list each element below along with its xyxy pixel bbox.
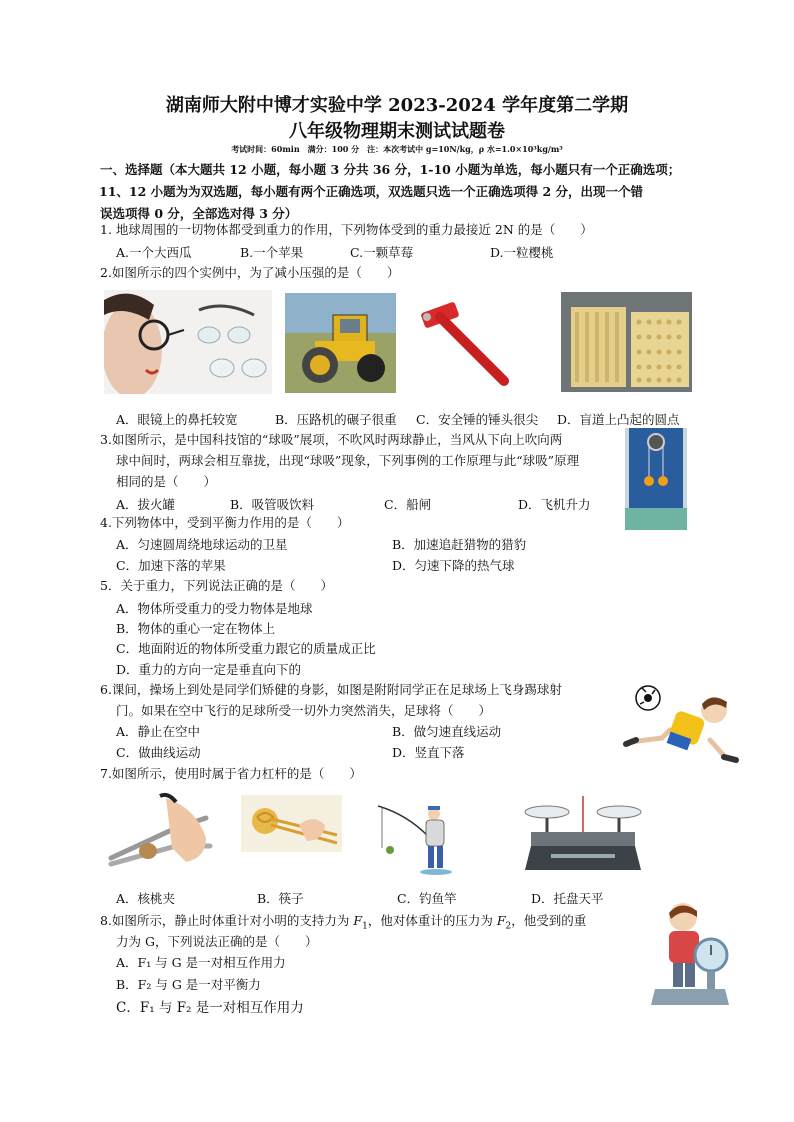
exam-info: 考试时间：60min 满分：100 分 注：本次考试中 g=10N/kg，ρ 水=1.0×10³kg/m³ [231, 144, 563, 154]
q3-line3: 相同的是（ ） [116, 474, 217, 489]
q1-option-a: A.一个大西瓜 [116, 245, 192, 260]
q6-option-c: C．做曲线运动 [116, 745, 201, 760]
q3-option-b: B．吸管吸饮料 [230, 497, 315, 512]
exam-title-line2: 八年级物理期末测试试题卷 [289, 121, 505, 142]
q8-f2-subscript: 2 [505, 921, 512, 932]
q1-option-d: D.一粒樱桃 [490, 245, 554, 260]
q8-scale-boy-picture [645, 895, 731, 1013]
q6-option-d: D．竖直下落 [392, 745, 465, 760]
q7-balance-picture [521, 792, 645, 878]
q2-option-d: D．盲道上凸起的圆点 [557, 412, 680, 427]
q3-ball-suction-picture [625, 428, 687, 530]
q7-option-a: A．核桃夹 [116, 891, 176, 906]
q2-option-c: C．安全锤的锤头很尖 [416, 412, 539, 427]
q7-option-c: C．钓鱼竿 [397, 891, 457, 906]
q7-option-d: D．托盘天平 [531, 891, 604, 906]
q3-line1: 3.如图所示，是中国科技馆的“球吸”展项，不吹风时两球静止，当风从下向上吹向两 [100, 432, 563, 447]
q2-option-a: A．眼镜上的鼻托较宽 [116, 412, 238, 427]
q8-f1-symbol: F [353, 913, 363, 928]
q6-option-b: B．做匀速直线运动 [392, 724, 502, 739]
q5-option-c: C．地面附近的物体所受重力跟它的质量成正比 [116, 641, 376, 656]
section-heading-line2: 11、12 小题为为双选题，每小题有两个正确选项，双选题只选一个正确选项得 2 分，出现一个错 [99, 184, 644, 199]
section-heading [100, 159, 705, 225]
q3-option-d: D．飞机升力 [518, 497, 591, 512]
q6-line1: 6.课间，操场上到处是同学们矫健的身影，如图是附附同学正在足球场上飞身踢球射 [100, 682, 562, 697]
section-heading-line3: 误选项得 0 分，全部选对得 3 分） [100, 206, 298, 221]
q7-stem: 7.如图所示，使用时属于省力杠杆的是（ ） [100, 766, 362, 781]
q3-option-c: C．船闸 [384, 497, 432, 512]
q5-stem: 5．关于重力，下列说法正确的是（ ） [100, 578, 333, 593]
q8-option-c: C．F₁ 与 F₂ 是一对相互作用力 [116, 1000, 304, 1016]
q8-line1-part-b: ，他对体重计的压力为 [367, 913, 497, 928]
q2-glasses-picture [104, 290, 272, 394]
q6-line2: 门。如果在空中飞行的足球所受一切外力突然消失，足球将（ ） [116, 703, 492, 718]
q8-line1-part-c: ，他受到的重 [511, 913, 587, 928]
q6-option-a: A．静止在空中 [116, 724, 201, 739]
q2-option-b: B．压路机的碾子很重 [275, 412, 397, 427]
section-heading-line1: 一、选择题（本大题共 12 小题，每小题 3 分共 36 分，1-10 小题为单选，每小题只有一个正确选项； [100, 162, 681, 177]
q4-option-d: D．匀速下降的热气球 [392, 558, 515, 573]
q3-option-a: A．拔火罐 [116, 497, 176, 512]
q8-f1-subscript: 1 [362, 921, 368, 932]
q1-stem: 1. 地球周围的一切物体都受到重力的作用，下列物体受到的重力最接近 2N 的是（ ） [100, 222, 593, 237]
q8-line2: 力为 G，下列说法正确的是（ ） [116, 934, 318, 949]
q3-line2: 球中间时，两球会相互靠拢，出现“球吸”现象，下列事例的工作原理与此“球吸”原理 [116, 453, 580, 468]
q8-line1-part-a: 8.如图所示，静止时体重计对小明的支持力为 [100, 913, 354, 928]
exam-title-line1: 湖南师大附中博才实验中学 2023-2024 学年度第二学期 [165, 95, 629, 116]
q7-chopsticks-picture [241, 795, 342, 852]
q4-stem: 4.下列物体中，受到平衡力作用的是（ ） [100, 515, 350, 530]
q7-fishing-rod-picture [376, 800, 458, 880]
q8-option-b: B．F₂ 与 G 是一对平衡力 [116, 977, 261, 992]
q4-option-c: C．加速下落的苹果 [116, 558, 226, 573]
q2-tactile-paving-picture [561, 292, 692, 392]
q4-option-b: B．加速追赶猎物的猎豹 [392, 537, 527, 552]
q4-option-a: A．匀速圆周绕地球运动的卫星 [116, 537, 288, 552]
q5-option-a: A．物体所受重力的受力物体是地球 [116, 601, 313, 616]
q5-option-b: B．物体的重心一定在物体上 [116, 621, 276, 636]
q7-nutcracker-picture [106, 788, 214, 876]
q8-option-a: A．F₁ 与 G 是一对相互作用力 [116, 955, 286, 970]
q6-soccer-boy-picture [622, 680, 742, 765]
q1-option-c: C.一颗草莓 [350, 245, 414, 260]
q5-option-d: D．重力的方向一定是垂直向下的 [116, 662, 302, 677]
q2-stem: 2.如图所示的四个实例中，为了减小压强的是（ ） [100, 265, 400, 280]
q2-safety-hammer-picture [418, 293, 512, 391]
q2-roller-picture [285, 293, 396, 393]
q7-option-b: B．筷子 [257, 891, 304, 906]
q1-option-b: B.一个苹果 [240, 245, 304, 260]
q8-f2-symbol: F [496, 913, 506, 928]
